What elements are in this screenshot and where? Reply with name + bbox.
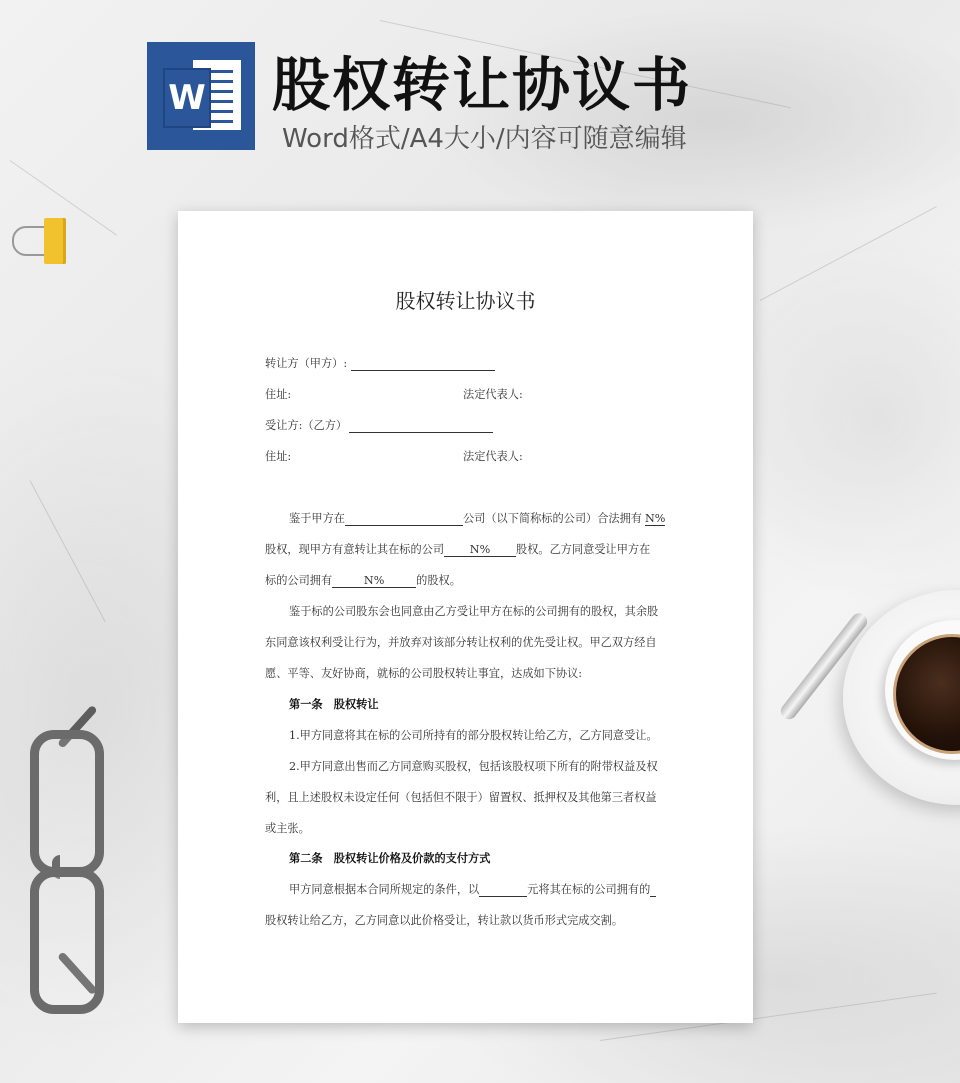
page-subtitle: Word格式/A4大小/内容可随意编辑 xyxy=(282,124,687,154)
document-title: 股权转让协议书 xyxy=(395,289,536,313)
price-blank xyxy=(479,883,527,897)
paragraph-line: 股权，现甲方有意转让其在标的公司 N% 股权。乙方同意受让甲方在 xyxy=(265,543,651,556)
binder-clip xyxy=(44,218,66,264)
percent-field: N% xyxy=(444,543,516,557)
party-a-line: 转让方（甲方）: xyxy=(265,355,495,371)
paragraph-line: 标的公司拥有 N% 的股权。 xyxy=(265,574,461,587)
document-page xyxy=(178,211,753,1023)
article-1-heading: 第一条 股权转让 xyxy=(289,697,379,711)
trailing-blank xyxy=(650,883,656,897)
party-a-blank xyxy=(351,357,495,371)
paragraph-line: 甲方同意根据本合同所规定的条件，以 元将其在标的公司拥有的 xyxy=(289,881,656,897)
glasses-lens xyxy=(30,868,104,1014)
page-title: 股权转让协议书 xyxy=(272,51,693,119)
article-2-heading: 第二条 股权转让价格及价款的支付方式 xyxy=(289,851,491,865)
legal-rep-a-label: 法定代表人: xyxy=(463,388,523,401)
address-a-label: 住址: xyxy=(265,388,292,401)
marble-vein xyxy=(760,206,937,301)
paragraph-line: 1.甲方同意将其在标的公司所持有的部分股权转让给乙方，乙方同意受让。 xyxy=(289,729,658,742)
company-blank xyxy=(345,512,463,526)
paragraph-line: 鉴于甲方在 公司（以下简称标的公司）合法拥有 N% xyxy=(289,512,666,525)
percent-field: N% xyxy=(332,574,416,588)
word-icon xyxy=(147,42,255,150)
address-b-label: 住址: xyxy=(265,450,292,463)
marble-vein xyxy=(30,480,106,622)
word-icon-letter: W xyxy=(163,68,211,128)
percent-field: N% xyxy=(644,512,666,525)
paragraph-line: 鉴于标的公司股东会也同意由乙方受让甲方在标的公司拥有的股权，其余股 xyxy=(289,605,659,618)
paragraph-line: 东同意该权利受让行为，并放弃对该部分转让权利的优先受让权。甲乙双方经自 xyxy=(265,636,657,649)
paragraph-line: 利，且上述股权未设定任何（包括但不限于）留置权、抵押权及其他第三者权益 xyxy=(265,791,657,804)
paragraph-line: 股权转让给乙方，乙方同意以此价格受让，转让款以货币形式完成交割。 xyxy=(265,914,624,927)
legal-rep-b-label: 法定代表人: xyxy=(463,450,523,463)
paragraph-line: 或主张。 xyxy=(265,822,310,835)
party-b-line: 受让方:（乙方） xyxy=(265,417,493,433)
paragraph-line: 愿、平等、友好协商，就标的公司股权转让事宜，达成如下协议: xyxy=(265,667,583,680)
paragraph-line: 2.甲方同意出售而乙方同意购买股权，包括该股权项下所有的附带权益及权 xyxy=(289,760,658,773)
party-b-blank xyxy=(349,419,493,433)
